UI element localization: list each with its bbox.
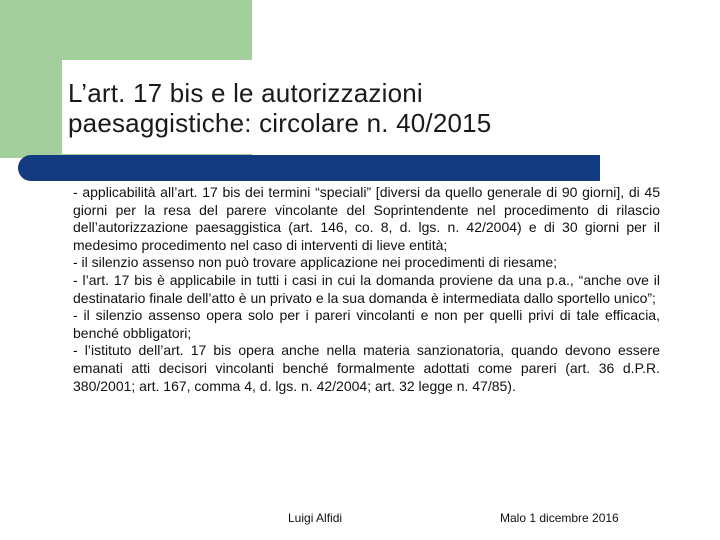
bullet-paragraph: - applicabilità all’art. 17 bis dei termini “speciali” [diversi da quello generale di 90 giorni], di 45 giorni per la resa del parere vincolante del Soprintendente nel procedimento di rilascio dell’autorizzazione paesaggistica (art. 146, co. 8, d. lgs. n. 42/2004) e di 30 giorni per il medesimo procedimento nel caso di interventi di lieve entità; [73,184,660,253]
bullet-paragraph: - l’art. 17 bis è applicabile in tutti i casi in cui la domanda proviene da una p.a., “anche ove il destinatario finale dell’atto è un privato e la sua domanda è intermediata dallo sportello unico”; [73,271,660,306]
body-text [73,184,660,395]
title-divider-bar [18,155,600,181]
slide-title [68,78,491,138]
footer-date: Malo 1 dicembre 2016 [500,511,619,525]
footer-author: Luigi Alfidi [288,511,343,525]
bullet-paragraph: - il silenzio assenso opera solo per i pareri vincolanti e non per quelli privi di tale efficacia, benché obbligatori; [73,307,660,341]
title-line-1: L’art. 17 bis e le autorizzazioni [68,78,423,108]
title-area [62,60,702,154]
title-line-2: paesaggistiche: circolare n. 40/2015 [68,108,492,138]
bullet-paragraph: - l’istituto dell’art. 17 bis opera anche nella materia sanzionatoria, quando devono essere emanati atti decisori vincolanti benché formalmente adottati come pareri (art. 36 d.P.R. 380/2001; art. 167, comma 4, d. lgs. n. 42/2004; art. 32 legge n. 47/85). [73,342,660,394]
bullet-paragraph: - il silenzio assenso non può trovare applicazione nei procedimenti di riesame; [73,254,558,271]
